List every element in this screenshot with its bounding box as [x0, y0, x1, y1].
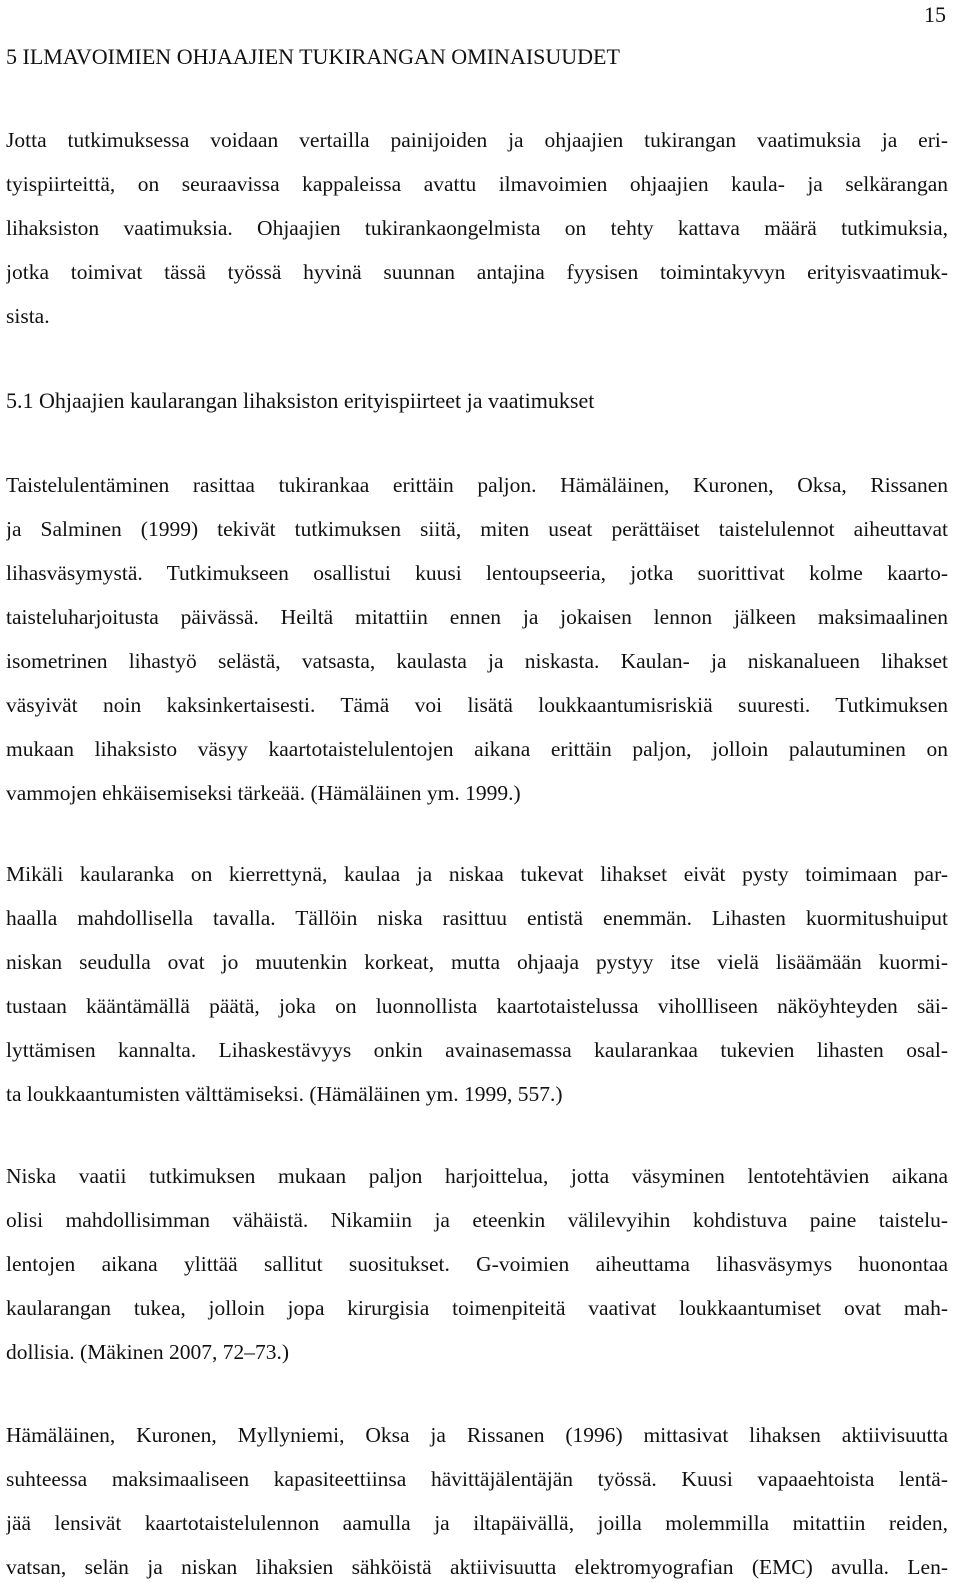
text-line: dollisia. (Mäkinen 2007, 72–73.) — [6, 1340, 290, 1364]
text-line: Mikäli kaularanka on kierrettynä, kaulaa ja niskaa tukevat lihakset eivät pysty toimimaan par- — [6, 862, 948, 886]
paragraph-study-1999 — [6, 463, 948, 815]
text-line: Hämäläinen, Kuronen, Myllyniemi, Oksa ja Rissanen (1996) mittasivat lihaksen aktiivisuutta — [6, 1423, 948, 1447]
text-line: Jotta tutkimuksessa voidaan vertailla painijoiden ja ohjaajien tukirangan vaatimuksia ja eri- — [6, 128, 948, 152]
text-line: vammojen ehkäisemiseksi tärkeää. (Hämäläinen ym. 1999.) — [6, 781, 521, 805]
text-line: lyttämisen kannalta. Lihaskestävyys onkin avainasemassa kaularankaa tukevien lihasten osal- — [6, 1038, 948, 1062]
text-line: lentojen aikana ylittää sallitut suositukset. G-voimien aiheuttama lihasväsymys huonontaa — [6, 1252, 948, 1276]
text-line: suhteessa maksimaaliseen kapasiteettiinsa hävittäjälentäjän työssä. Kuusi vapaaehtoista lentä- — [6, 1467, 948, 1491]
chapter-heading: 5 ILMAVOIMIEN OHJAAJIEN TUKIRANGAN OMINAISUUDET — [6, 44, 620, 69]
page-number: 15 — [924, 2, 946, 27]
paragraph-study-1996 — [6, 1413, 948, 1589]
text-line: Taistelulentäminen rasittaa tukirankaa erittäin paljon. Hämäläinen, Kuronen, Oksa, Rissanen — [6, 473, 948, 497]
text-line: lihaksiston vaatimuksia. Ohjaajien tukirankaongelmista on tehty kattava määrä tutkimuksia, — [6, 216, 948, 240]
paragraph-intro — [6, 118, 948, 338]
text-line: ja Salminen (1999) tekivät tutkimuksen siitä, miten useat perättäiset taistelulennot aiheuttavat — [6, 517, 948, 541]
text-line: vatsan, selän ja niskan lihaksien sähköistä aktiivisuutta elektromyografian (EMC) avulla. Len- — [6, 1555, 948, 1579]
text-line: mukaan lihaksisto väsyy kaartotaistelulentojen aikana erittäin paljon, jolloin palautuminen on — [6, 737, 948, 761]
text-line: kaularangan tukea, jolloin jopa kirurgisia toimenpiteitä vaativat loukkaantumiset ovat mah- — [6, 1296, 948, 1320]
text-line: jää lensivät kaartotaistelulennon aamulla ja iltapäivällä, joilla molemmilla mitattiin reiden, — [6, 1511, 948, 1535]
text-line: lihasväsymystä. Tutkimukseen osallistui kuusi lentoupseeria, jotka suorittivat kolme kaarto- — [6, 561, 948, 585]
text-line: sista. — [6, 304, 50, 328]
paragraph-neck-rotation — [6, 852, 948, 1116]
text-line: jotka toimivat tässä työssä hyvinä suunnan antajina fyysisen toimintakyvyn erityisvaatimuk- — [6, 260, 948, 284]
text-line: ta loukkaantumisten välttämiseksi. (Hämäläinen ym. 1999, 557.) — [6, 1082, 563, 1106]
text-line: haalla mahdollisella tavalla. Tällöin niska rasittuu entistä enemmän. Lihasten kuormitushuiput — [6, 906, 948, 930]
text-line: olisi mahdollisimman vähäistä. Nikamiin ja eteenkin välilevyihin kohdistuva paine taistelu- — [6, 1208, 948, 1232]
paragraph-neck-training — [6, 1154, 948, 1374]
text-line: tustaan kääntämällä päätä, joka on luonnollista kaartotaistelussa vihollliseen näköyhteyden säi- — [6, 994, 948, 1018]
text-line: niskan seudulla ovat jo muutenkin korkeat, mutta ohjaaja pystyy itse vielä lisäämään kuormi- — [6, 950, 948, 974]
text-line: väsyivät noin kaksinkertaisesti. Tämä voi lisätä loukkaantumisriskiä suuresti. Tutkimuksen — [6, 693, 948, 717]
text-line: isometrinen lihastyö selästä, vatsasta, kaulasta ja niskasta. Kaulan- ja niskanalueen lihakset — [6, 649, 948, 673]
text-line: taisteluharjoitusta päivässä. Heiltä mitattiin ennen ja jokaisen lennon jälkeen maksimaalinen — [6, 605, 948, 629]
text-line: tyispiirteittä, on seuraavissa kappaleissa avattu ilmavoimien ohjaajien kaula- ja selkärangan — [6, 172, 948, 196]
text-line: Niska vaatii tutkimuksen mukaan paljon harjoittelua, jotta väsyminen lentotehtävien aikana — [6, 1164, 948, 1188]
section-heading: 5.1 Ohjaajien kaularangan lihaksiston erityispiirteet ja vaatimukset — [6, 388, 595, 413]
